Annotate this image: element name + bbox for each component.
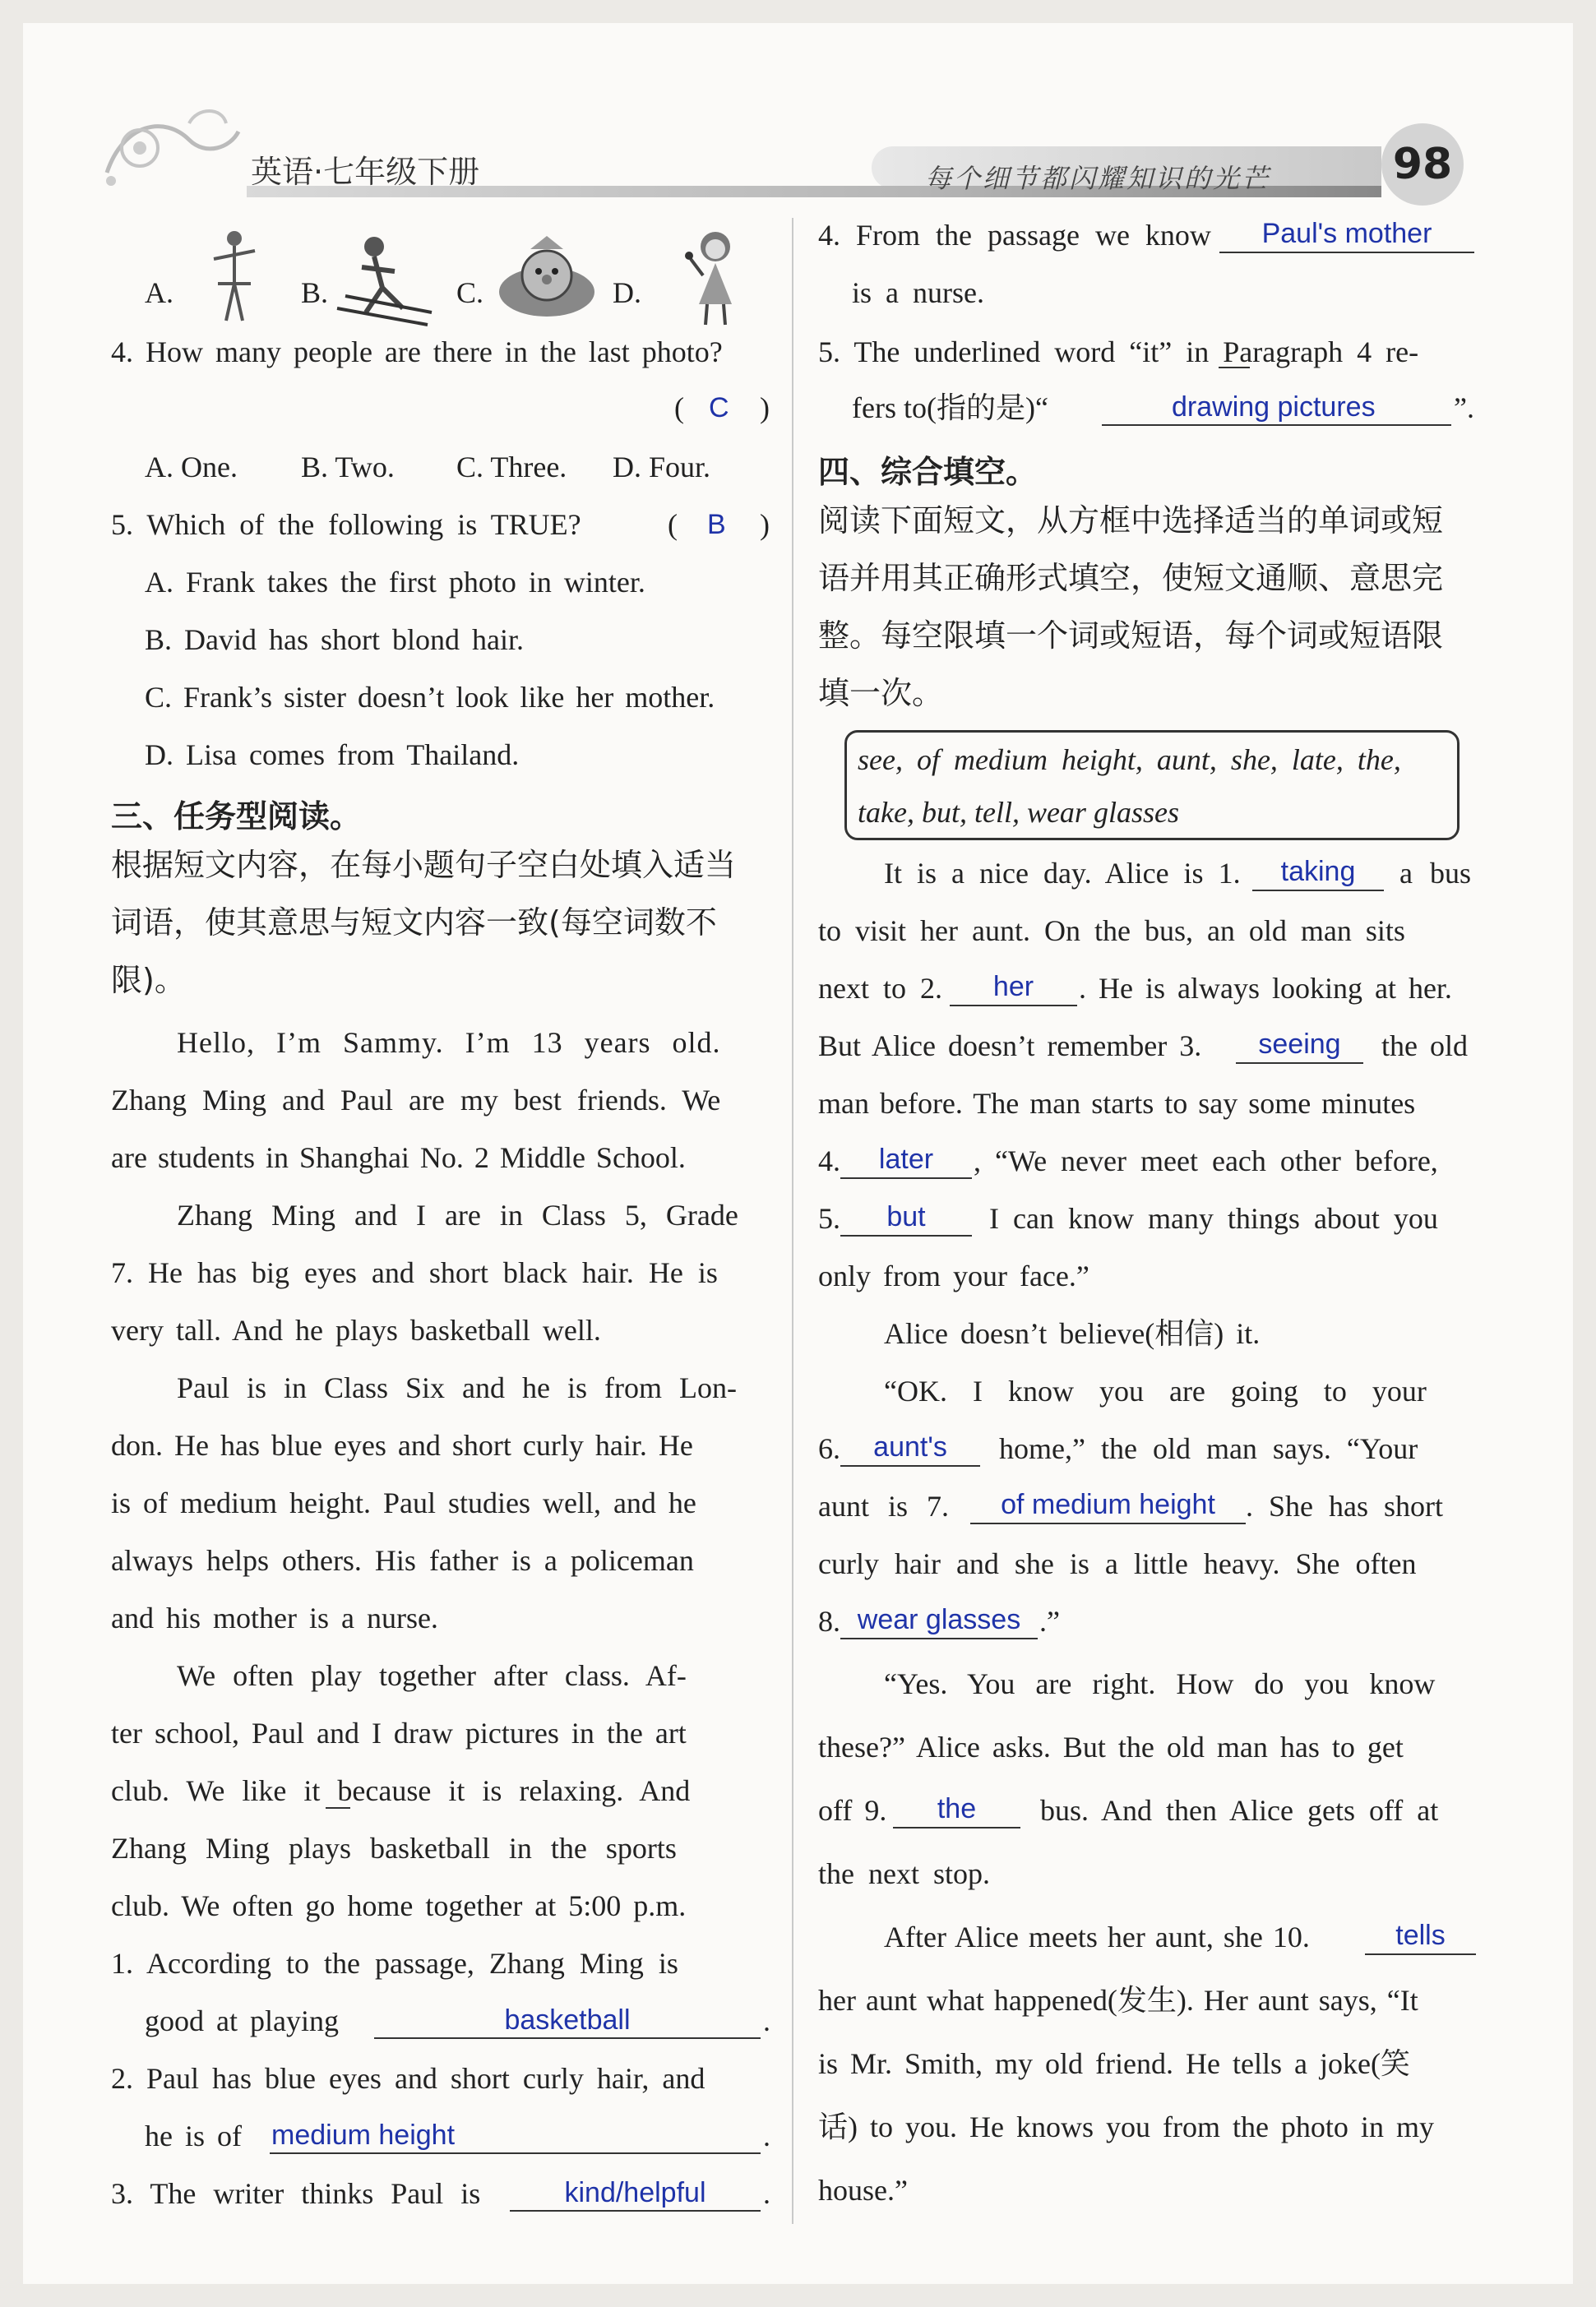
cloze-p1-l2: to visit her aunt. On the bus, an old man sits (818, 914, 1405, 947)
q3-option-b: B. (301, 276, 329, 309)
word-box-line1: see, of medium height, aunt, she, late, the, (858, 743, 1401, 776)
q5-option-d: D. Lisa comes from Thailand. (145, 738, 520, 771)
fill-q2-answer[interactable]: medium height (271, 2120, 456, 2151)
cloze-p1-l1-post: a bus (1399, 857, 1471, 890)
cloze-p5-l3: is Mr. Smith, my old friend. He tells a joke(笑 (818, 2047, 1410, 2080)
cloze-answer-7[interactable]: of medium height (1001, 1489, 1215, 1520)
cloze-p5-l1-pre: After Alice meets her aunt, she 10. (884, 1921, 1310, 1953)
floral-ornament-icon (90, 99, 255, 197)
right-q5-line2-pre: fers to(指的是)“ (852, 391, 1048, 424)
section3-instruction-line2: 词语，使其意思与短文内容一致(每空词数不 (111, 904, 717, 941)
cloze-p1-l1-pre: It is a nice day. Alice is 1. (884, 857, 1241, 890)
q4-paren-open: ( (674, 391, 684, 424)
ballerina-picture (206, 226, 263, 325)
fill-q2-line1: 2. Paul has blue eyes and short curly hair, and (111, 2062, 705, 2095)
cloze-p1-l4-pre: But Alice doesn’t remember 3. (818, 1029, 1202, 1062)
cloze-p5-l4: 话) to you. He knows you from the photo in my (818, 2111, 1434, 2143)
q3-option-c: C. (456, 276, 484, 309)
fill-q3-line1: 3. The writer thinks Paul is (111, 2177, 481, 2210)
passage-line13: ter school, Paul and I draw pictures in the art (111, 1717, 687, 1750)
q5-option-a: A. Frank takes the first photo in winter. (145, 566, 645, 599)
book-title: 英语·七年级下册 (251, 154, 480, 190)
section4-instruction-line3: 整。每空限填一个词或短语，每个词或短语限 (818, 617, 1444, 654)
fill-q2-end: . (763, 2120, 770, 2152)
fill-q1-line2: good at playing (145, 2004, 339, 2037)
cloze-p5-l5: house.” (818, 2174, 908, 2207)
cloze-answer-5[interactable]: but (886, 1201, 926, 1232)
cloze-p4-l4: the next stop. (818, 1857, 990, 1890)
passage-line2: Zhang Ming and Paul are my best friends. We (111, 1084, 721, 1117)
cloze-p3-l4: curly hair and she is a little heavy. She often (818, 1547, 1417, 1580)
cloze-answer-8[interactable]: wear glasses (857, 1604, 1021, 1635)
passage-line4: Zhang Ming and I are in Class 5, Grade (177, 1199, 738, 1232)
girl-with-microphone-picture (674, 226, 748, 329)
cloze-p3-l1: “OK. I know you are going to your (884, 1375, 1427, 1408)
section4-instruction-line4: 填一次。 (818, 675, 944, 711)
cloze-p2: Alice doesn’t believe(相信) it. (884, 1317, 1261, 1350)
section4-instruction-line1: 阅读下面短文，从方框中选择适当的单词或短 (818, 502, 1444, 539)
fill-q1-blank (374, 2037, 761, 2039)
column-divider (792, 218, 793, 2224)
right-q4-blank (1219, 252, 1474, 253)
passage-line5: 7. He has big eyes and short black hair. He is (111, 1256, 718, 1289)
fill-q2-line2: he is of (145, 2120, 242, 2152)
q4-paren-close: ) (760, 391, 770, 424)
cloze-answer-9[interactable]: the (937, 1793, 977, 1824)
cloze-blank-5 (840, 1235, 972, 1237)
fill-q1-line1: 1. According to the passage, Zhang Ming is (111, 1947, 678, 1980)
cloze-p1-l4-post: the old (1381, 1029, 1468, 1062)
section3-instruction-line3: 限)。 (111, 962, 186, 998)
cloze-p1-l8: only from your face.” (818, 1260, 1089, 1292)
cloze-p3-l3-post: . She has short (1246, 1490, 1443, 1523)
passage-line6: very tall. And he plays basketball well. (111, 1314, 601, 1347)
cloze-p4-l1: “Yes. You are right. How do you know (884, 1667, 1436, 1700)
passage-line12: We often play together after class. Af- (177, 1659, 687, 1692)
skier-picture (329, 230, 436, 329)
q5-paren-close: ) (760, 508, 770, 541)
clown-face-picture (493, 234, 600, 325)
right-q5-line2-end: ”. (1454, 391, 1474, 424)
cloze-p1-l6-post: , “We never meet each other before, (974, 1144, 1438, 1177)
fill-q3-answer[interactable]: kind/helpful (564, 2177, 706, 2208)
cloze-answer-1[interactable]: taking (1280, 856, 1356, 887)
underline-it-word (1219, 367, 1250, 368)
passage-line16: club. We often go home together at 5:00 p.m. (111, 1889, 687, 1922)
fill-q1-end: . (763, 2004, 770, 2037)
cloze-answer-6[interactable]: aunt's (873, 1431, 947, 1463)
cloze-blank-6 (840, 1465, 980, 1467)
cloze-p5-l2: her aunt what happened(发生). Her aunt says, “It (818, 1984, 1418, 2017)
right-q4-answer[interactable]: Paul's mother (1261, 218, 1432, 249)
passage-line9: is of medium height. Paul studies well, and he (111, 1486, 696, 1519)
q5-paren-open: ( (668, 508, 678, 541)
cloze-p1-l7-post: I can know many things about you (989, 1202, 1438, 1235)
page-number: 98 (1381, 123, 1464, 206)
cloze-blank-2 (950, 1005, 1077, 1006)
fill-q1-answer[interactable]: basketball (504, 2004, 631, 2036)
section4-title: 四、综合填空。 (818, 454, 1038, 490)
cloze-answer-3[interactable]: seeing (1258, 1029, 1341, 1060)
passage-line7: Paul is in Class Six and he is from Lon- (177, 1371, 737, 1404)
q5-option-b: B. David has short blond hair. (145, 623, 524, 656)
right-q4-line1: 4. From the passage we know (818, 219, 1211, 252)
section4-instruction-line2: 语并用其正确形式填空，使短文通顺、意思完 (818, 560, 1444, 596)
cloze-blank-10 (1365, 1953, 1476, 1955)
fill-q3-blank (510, 2210, 761, 2212)
cloze-p4-l3-pre: off 9. (818, 1794, 887, 1827)
q5-stem: 5. Which of the following is TRUE? (111, 508, 581, 541)
cloze-p1-l5: man before. The man starts to say some minutes (818, 1087, 1416, 1120)
fill-q2-blank (270, 2152, 761, 2154)
cloze-p1-l6-pre: 4. (818, 1144, 840, 1177)
cloze-blank-9 (893, 1827, 1020, 1828)
fill-q3-end: . (763, 2177, 770, 2210)
cloze-blank-1 (1252, 890, 1384, 891)
cloze-p4-l3-post: bus. And then Alice gets off at (1040, 1794, 1439, 1827)
cloze-p3-l2-post: home,” the old man says. “Your (999, 1432, 1418, 1465)
cloze-answer-4[interactable]: later (878, 1144, 934, 1175)
cloze-p1-l3-pre: next to 2. (818, 972, 942, 1005)
passage-line15: Zhang Ming plays basketball in the sports (111, 1832, 677, 1865)
q4-answer[interactable]: C (709, 392, 729, 423)
q4-option-c: C. Three. (456, 451, 567, 483)
cloze-blank-7 (970, 1523, 1246, 1524)
passage-line10: always helps others. His father is a policeman (111, 1544, 694, 1577)
q4-option-a: A. One. (145, 451, 238, 483)
cloze-p3-l3-pre: aunt is 7. (818, 1490, 949, 1523)
cloze-answer-2[interactable]: her (992, 971, 1034, 1002)
underline-it (326, 1807, 350, 1809)
section3-instruction-line1: 根据短文内容，在每小题句子空白处填入适当 (111, 847, 737, 883)
q3-option-d: D. (613, 276, 641, 309)
right-q5-answer[interactable]: drawing pictures (1172, 391, 1376, 423)
word-box-line2: take, but, tell, wear glasses (858, 796, 1179, 829)
section3-title: 三、任务型阅读。 (111, 798, 362, 834)
cloze-p1-l7-pre: 5. (818, 1202, 840, 1235)
cloze-blank-4 (840, 1177, 972, 1179)
cloze-p4-l2: these?” Alice asks. But the old man has to get (818, 1731, 1404, 1764)
q3-option-a: A. (145, 276, 173, 309)
cloze-p1-l3-post: . He is always looking at her. (1079, 972, 1452, 1005)
cloze-blank-3 (1236, 1062, 1363, 1064)
q4-option-b: B. Two. (301, 451, 395, 483)
right-q5-blank (1102, 424, 1451, 426)
passage-line11: and his mother is a nurse. (111, 1602, 438, 1634)
right-q4-line2: is a nurse. (852, 276, 984, 309)
passage-line3: are students in Shanghai No. 2 Middle School. (111, 1141, 686, 1174)
q5-answer[interactable]: B (707, 509, 726, 540)
cloze-p3-l2-pre: 6. (818, 1432, 840, 1465)
header-slogan: 每个细节都闪耀知识的光芒 (925, 163, 1271, 194)
right-q5-line1: 5. The underlined word “it” in Paragraph 4 re- (818, 335, 1419, 368)
passage-line8: don. He has blue eyes and short curly hair. He (111, 1429, 693, 1462)
q4-option-d: D. Four. (613, 451, 711, 483)
cloze-p3-l5-pre: 8. (818, 1605, 840, 1638)
cloze-answer-10[interactable]: tells (1395, 1920, 1446, 1951)
cloze-p3-l5-post: .” (1039, 1605, 1060, 1638)
cloze-blank-8 (840, 1638, 1038, 1639)
q4-stem: 4. How many people are there in the last photo? (111, 335, 723, 368)
passage-line14: club. We like it because it is relaxing. And (111, 1774, 691, 1807)
q5-option-c: C. Frank’s sister doesn’t look like her mother. (145, 681, 715, 714)
passage-line1: Hello, I’m Sammy. I’m 13 years old. (177, 1026, 721, 1059)
